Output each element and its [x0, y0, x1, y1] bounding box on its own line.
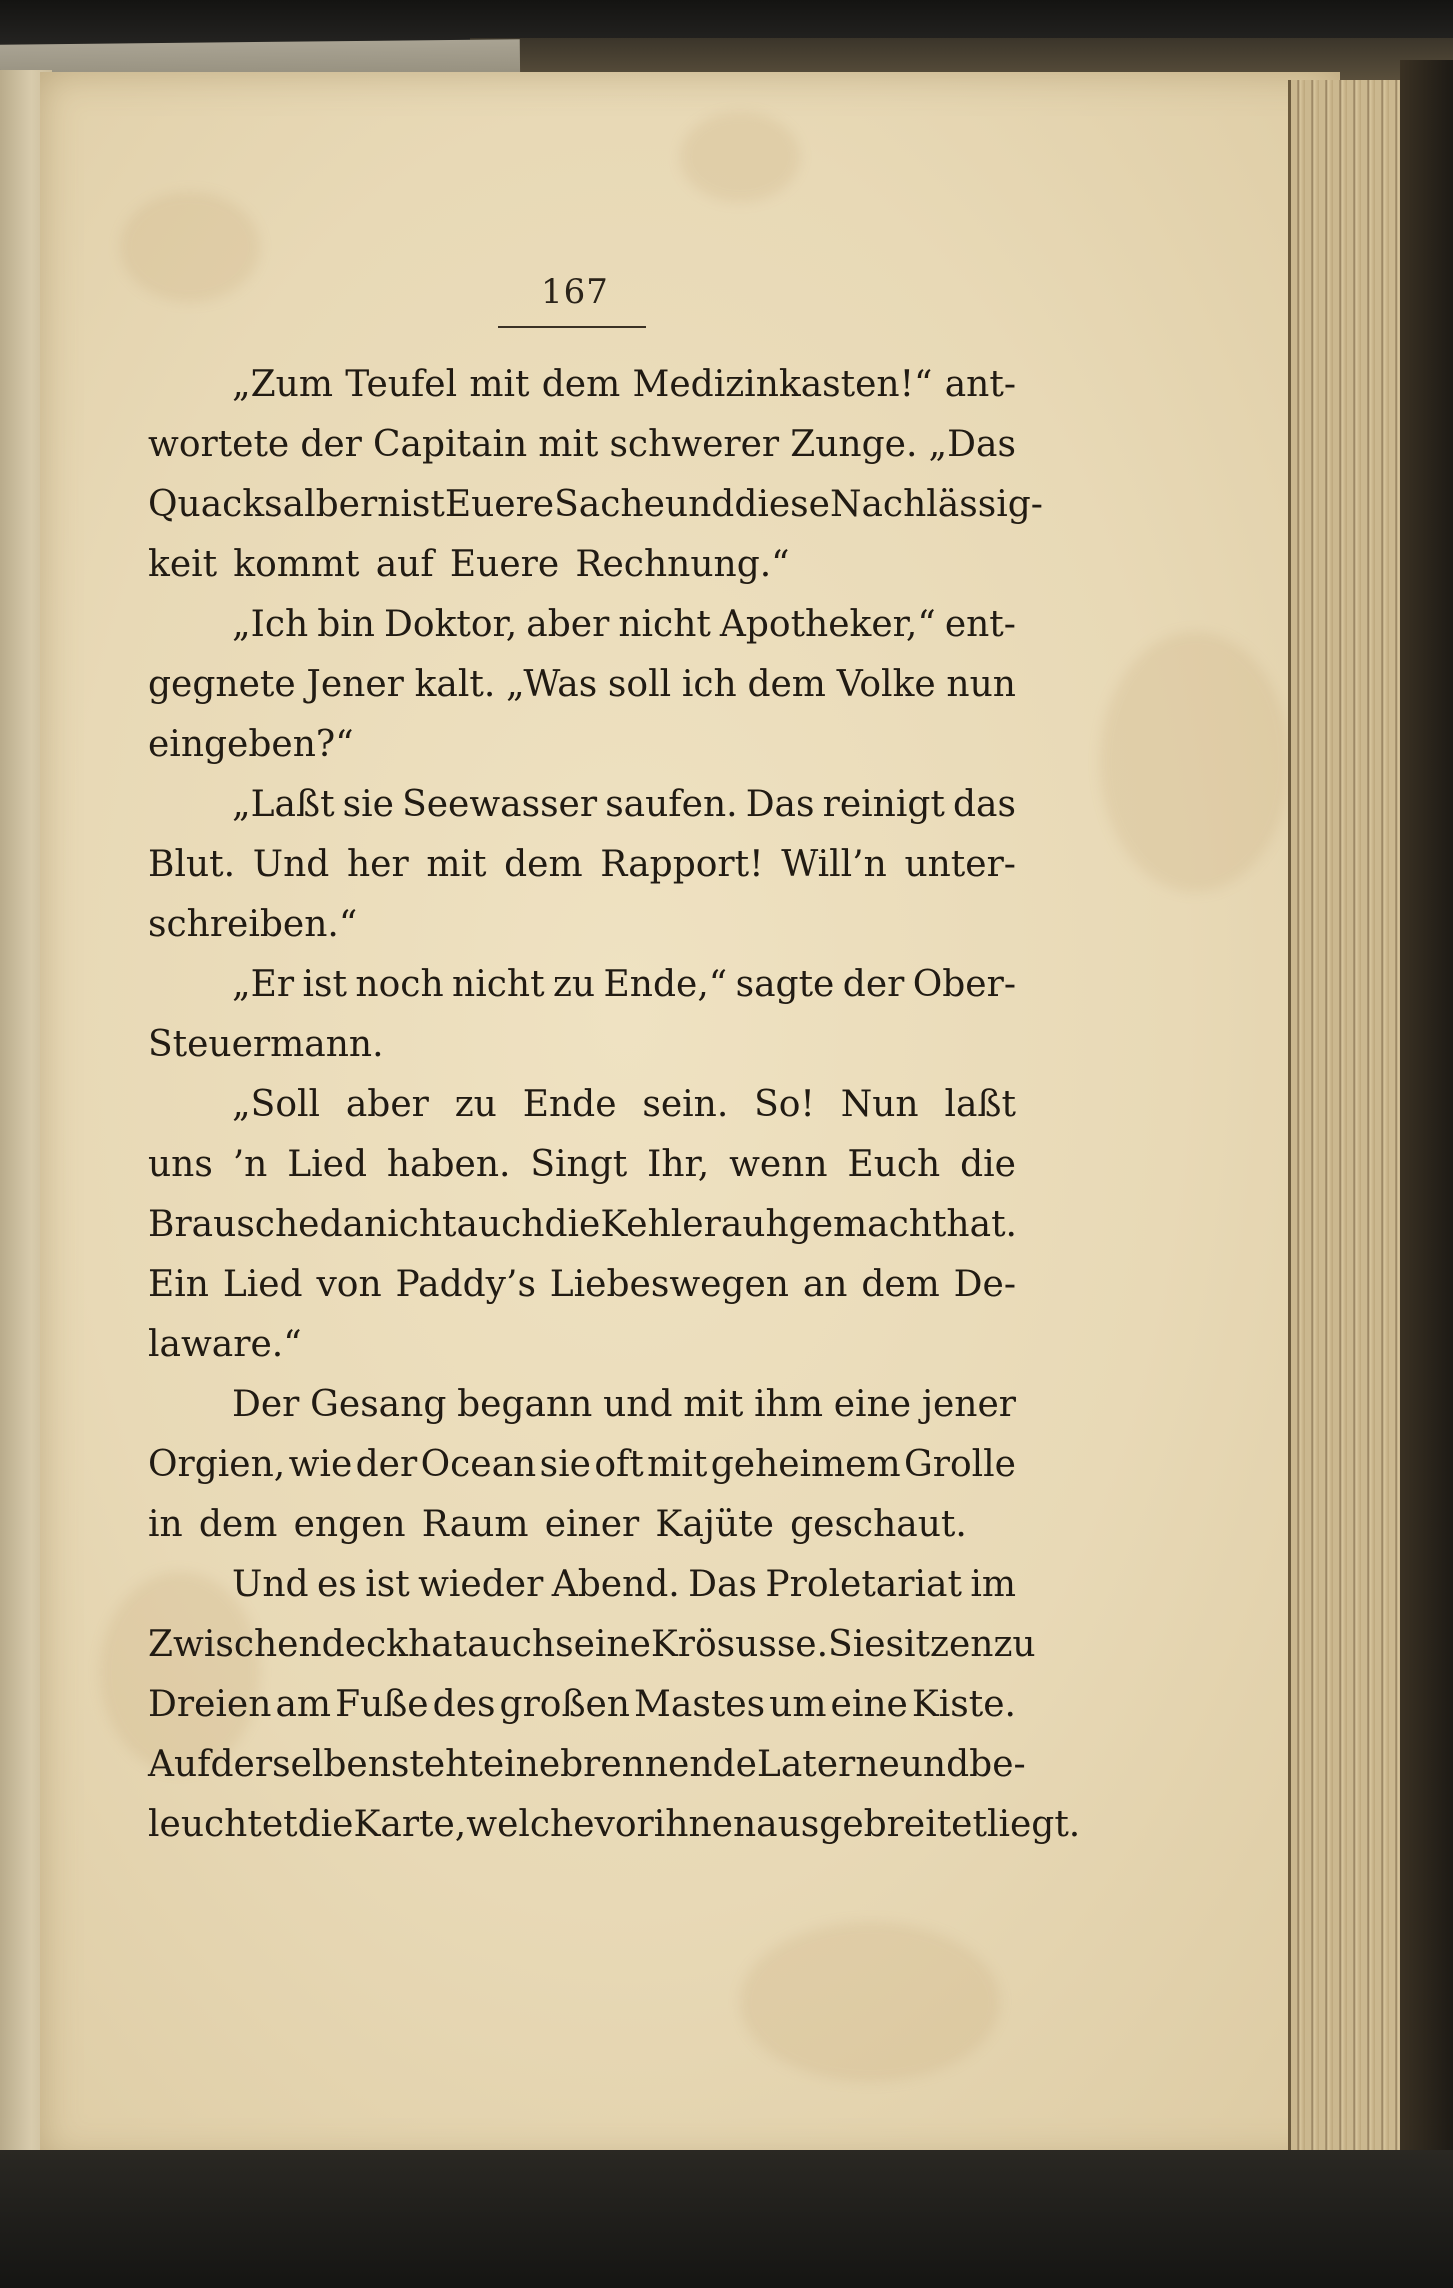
- word: Apotheker,“: [719, 604, 936, 645]
- word: Grolle: [904, 1444, 1016, 1485]
- word: engen: [293, 1504, 406, 1545]
- text-line: [148, 1435, 1016, 1495]
- word: Blut.: [148, 844, 236, 885]
- word: Quacksalbern: [148, 484, 401, 525]
- word: Zunge.: [790, 424, 918, 465]
- word: geheimem: [710, 1444, 901, 1485]
- word: aber: [345, 1084, 429, 1125]
- word: Seewasser: [402, 784, 598, 825]
- foxing-stain: [740, 1922, 1000, 2082]
- word: brennende: [560, 1744, 757, 1785]
- word: Fuße: [335, 1684, 429, 1725]
- word: ausgebreitet: [756, 1804, 987, 1845]
- right-cover: [1400, 60, 1453, 2220]
- word: Nun: [840, 1084, 919, 1125]
- word: Ihr,: [647, 1144, 710, 1185]
- text-line: [148, 895, 1016, 955]
- word: ihm: [754, 1384, 823, 1425]
- word: „Das: [928, 424, 1016, 465]
- text-line: [148, 1375, 1016, 1435]
- word: begann: [457, 1384, 593, 1425]
- word: Teufel: [345, 364, 458, 405]
- word: großen: [499, 1684, 630, 1725]
- word: einer: [544, 1504, 640, 1545]
- word: soll: [607, 664, 672, 705]
- word: Laterne: [756, 1744, 900, 1785]
- word: Kiste.: [911, 1684, 1016, 1725]
- word: nicht: [452, 964, 545, 1005]
- word: es: [317, 1564, 357, 1605]
- word: des: [432, 1684, 496, 1725]
- word: haben.: [386, 1144, 511, 1185]
- word: sitzen: [885, 1624, 994, 1665]
- word: Das: [688, 1564, 757, 1605]
- word: Euere: [444, 484, 555, 525]
- word: ich: [681, 664, 737, 705]
- word: Proletariat: [765, 1564, 962, 1605]
- word: Will’n: [781, 844, 887, 885]
- word: wenn: [729, 1144, 828, 1185]
- word: Mastes: [634, 1684, 766, 1725]
- word: die: [297, 1804, 354, 1845]
- word: wie: [288, 1444, 353, 1485]
- word: Rechnung.“: [575, 544, 790, 585]
- word: eine: [482, 1744, 561, 1785]
- text-line: [148, 1315, 1016, 1375]
- text-line: [148, 1615, 1036, 1675]
- foxing-stain: [120, 192, 260, 302]
- word: auch: [456, 1204, 545, 1245]
- word: Gesang: [310, 1384, 447, 1425]
- word: ant-: [944, 364, 1016, 405]
- word: Ober-: [912, 964, 1016, 1005]
- text-line: [148, 1675, 1016, 1735]
- word: nicht: [363, 1204, 457, 1245]
- word: zu: [454, 1084, 497, 1125]
- word: reinigt: [822, 784, 945, 825]
- word: Orgien,: [148, 1444, 286, 1485]
- text-line: [148, 1735, 1026, 1795]
- word: Das: [745, 784, 815, 825]
- word: rauh: [703, 1204, 789, 1245]
- text-line: [148, 535, 1016, 595]
- word: aber: [526, 604, 610, 645]
- text-line: [148, 595, 1016, 655]
- word: der: [300, 424, 362, 465]
- word: eine: [833, 1384, 912, 1425]
- page-number-rule: [498, 326, 646, 328]
- word: hat.: [946, 1204, 1017, 1245]
- word: dem: [861, 1264, 940, 1305]
- word: um: [769, 1684, 827, 1725]
- word: auf: [375, 544, 434, 585]
- word: an: [802, 1264, 848, 1305]
- word: „Soll: [232, 1084, 321, 1125]
- word: da: [319, 1204, 364, 1245]
- word: Zwischendeck: [148, 1624, 408, 1665]
- word: So!: [754, 1084, 815, 1125]
- text-line: [148, 1195, 1016, 1255]
- text-line: [148, 415, 1016, 475]
- word: derselben: [210, 1744, 391, 1785]
- word: der: [842, 964, 905, 1005]
- word: „Laßt: [232, 784, 335, 825]
- word: bin: [317, 604, 375, 645]
- word: Paddy’s: [395, 1264, 536, 1305]
- word: De-: [953, 1264, 1016, 1305]
- word: ist: [302, 964, 348, 1005]
- word: Volke: [836, 664, 936, 705]
- word: eingeben?“: [148, 724, 354, 765]
- word: „Was: [506, 664, 598, 705]
- word: noch: [355, 964, 444, 1005]
- word: Lied: [287, 1144, 367, 1185]
- word: Sie: [828, 1624, 886, 1665]
- text-line: [148, 1015, 1016, 1075]
- word: zu: [993, 1624, 1036, 1665]
- body-text: [148, 355, 1081, 1855]
- foxing-stain: [680, 112, 800, 202]
- word: schreiben.“: [148, 904, 358, 945]
- text-line: [148, 1795, 1081, 1855]
- word: Sache: [554, 484, 665, 525]
- word: mit: [647, 1444, 708, 1485]
- word: die: [960, 1144, 1016, 1185]
- word: mit: [469, 364, 530, 405]
- word: wortete: [148, 424, 290, 465]
- stacked-page-edges: [1288, 80, 1411, 2160]
- word: nun: [946, 664, 1016, 705]
- word: eine: [830, 1684, 908, 1725]
- word: und: [603, 1384, 673, 1425]
- word: keit: [148, 544, 218, 585]
- word: und: [664, 484, 735, 525]
- word: und: [899, 1744, 970, 1785]
- text-line: [148, 1135, 1016, 1195]
- text-line: [148, 835, 1016, 895]
- word: seine: [555, 1624, 651, 1665]
- word: Ende: [522, 1084, 617, 1125]
- word: her: [346, 844, 409, 885]
- word: dem: [747, 664, 826, 705]
- text-line: [148, 955, 1016, 1015]
- text-line: [148, 1255, 1016, 1315]
- word: sein.: [642, 1084, 729, 1125]
- word: Ein: [148, 1264, 209, 1305]
- word: unter-: [904, 844, 1016, 885]
- word: leuchtet: [148, 1804, 298, 1845]
- word: in: [148, 1504, 183, 1545]
- word: Kajüte: [655, 1504, 774, 1545]
- word: kalt.: [414, 664, 496, 705]
- word: jener: [921, 1384, 1016, 1425]
- text-line: [148, 355, 1016, 415]
- word: diese: [734, 484, 830, 525]
- text-line: [148, 1495, 1016, 1555]
- word: welche: [466, 1804, 595, 1845]
- word: ent-: [944, 604, 1016, 645]
- word: ist: [365, 1564, 410, 1605]
- word: Capitain: [372, 424, 528, 465]
- word: „Zum: [232, 364, 333, 405]
- word: Kehle: [600, 1204, 704, 1245]
- word: „Er: [232, 964, 295, 1005]
- word: ist: [400, 484, 445, 525]
- word: Und: [232, 1564, 309, 1605]
- word: auch: [467, 1624, 556, 1665]
- word: geschaut.: [790, 1504, 967, 1545]
- word: gemacht: [788, 1204, 947, 1245]
- word: wieder: [418, 1564, 544, 1605]
- word: dem: [541, 364, 621, 405]
- word: im: [970, 1564, 1016, 1605]
- word: steht: [390, 1744, 483, 1785]
- word: sie: [539, 1444, 591, 1485]
- word: mit: [538, 424, 599, 465]
- word: sagte: [735, 964, 835, 1005]
- word: Raum: [421, 1504, 529, 1545]
- word: nicht: [618, 604, 711, 645]
- text-line: [148, 1075, 1016, 1135]
- word: Singt: [530, 1144, 628, 1185]
- word: die: [544, 1204, 601, 1245]
- word: Dreien: [148, 1684, 272, 1725]
- word: ihnen: [653, 1804, 757, 1845]
- word: dem: [198, 1504, 278, 1545]
- word: Ocean: [420, 1444, 537, 1485]
- word: zu: [552, 964, 596, 1005]
- text-line: [148, 655, 1016, 715]
- word: Doktor,: [384, 604, 518, 645]
- word: laware.“: [148, 1324, 302, 1365]
- text-line: [148, 715, 1016, 775]
- bottom-background: [0, 2150, 1453, 2288]
- text-line: [148, 775, 1016, 835]
- word: kommt: [233, 544, 360, 585]
- word: „Ich: [232, 604, 309, 645]
- word: Rapport!: [600, 844, 764, 885]
- word: schwerer: [609, 424, 780, 465]
- word: von: [316, 1264, 382, 1305]
- word: sie: [342, 784, 394, 825]
- word: Karte,: [353, 1804, 467, 1845]
- word: Nachlässig-: [829, 484, 1043, 525]
- word: Brausche: [148, 1204, 320, 1245]
- word: mit: [426, 844, 487, 885]
- word: der: [355, 1444, 418, 1485]
- word: Abend.: [551, 1564, 680, 1605]
- word: Euch: [847, 1144, 941, 1185]
- word: Liebeswegen: [549, 1264, 789, 1305]
- word: vor: [594, 1804, 654, 1845]
- word: mit: [683, 1384, 744, 1425]
- word: am: [275, 1684, 332, 1725]
- word: Steuermann.: [148, 1024, 384, 1065]
- page-number: 167: [541, 272, 609, 312]
- word: hat: [407, 1624, 468, 1665]
- word: Jener: [306, 664, 404, 705]
- word: Auf: [148, 1744, 211, 1785]
- word: oft: [594, 1444, 644, 1485]
- text-line: [148, 475, 1043, 535]
- word: laßt: [944, 1084, 1016, 1125]
- word: gegnete: [148, 664, 296, 705]
- word: dem: [504, 844, 583, 885]
- word: be-: [969, 1744, 1026, 1785]
- word: ’n: [232, 1144, 268, 1185]
- text-line: [148, 1555, 1016, 1615]
- word: Krösusse.: [650, 1624, 829, 1665]
- word: das: [952, 784, 1016, 825]
- word: Euere: [449, 544, 560, 585]
- word: Medizinkasten!“: [632, 364, 933, 405]
- word: Der: [232, 1384, 300, 1425]
- word: liegt.: [986, 1804, 1081, 1845]
- word: saufen.: [605, 784, 738, 825]
- word: Und: [252, 844, 330, 885]
- word: uns: [148, 1144, 213, 1185]
- foxing-stain: [1100, 632, 1290, 892]
- word: Ende,“: [603, 964, 728, 1005]
- word: Lied: [222, 1264, 303, 1305]
